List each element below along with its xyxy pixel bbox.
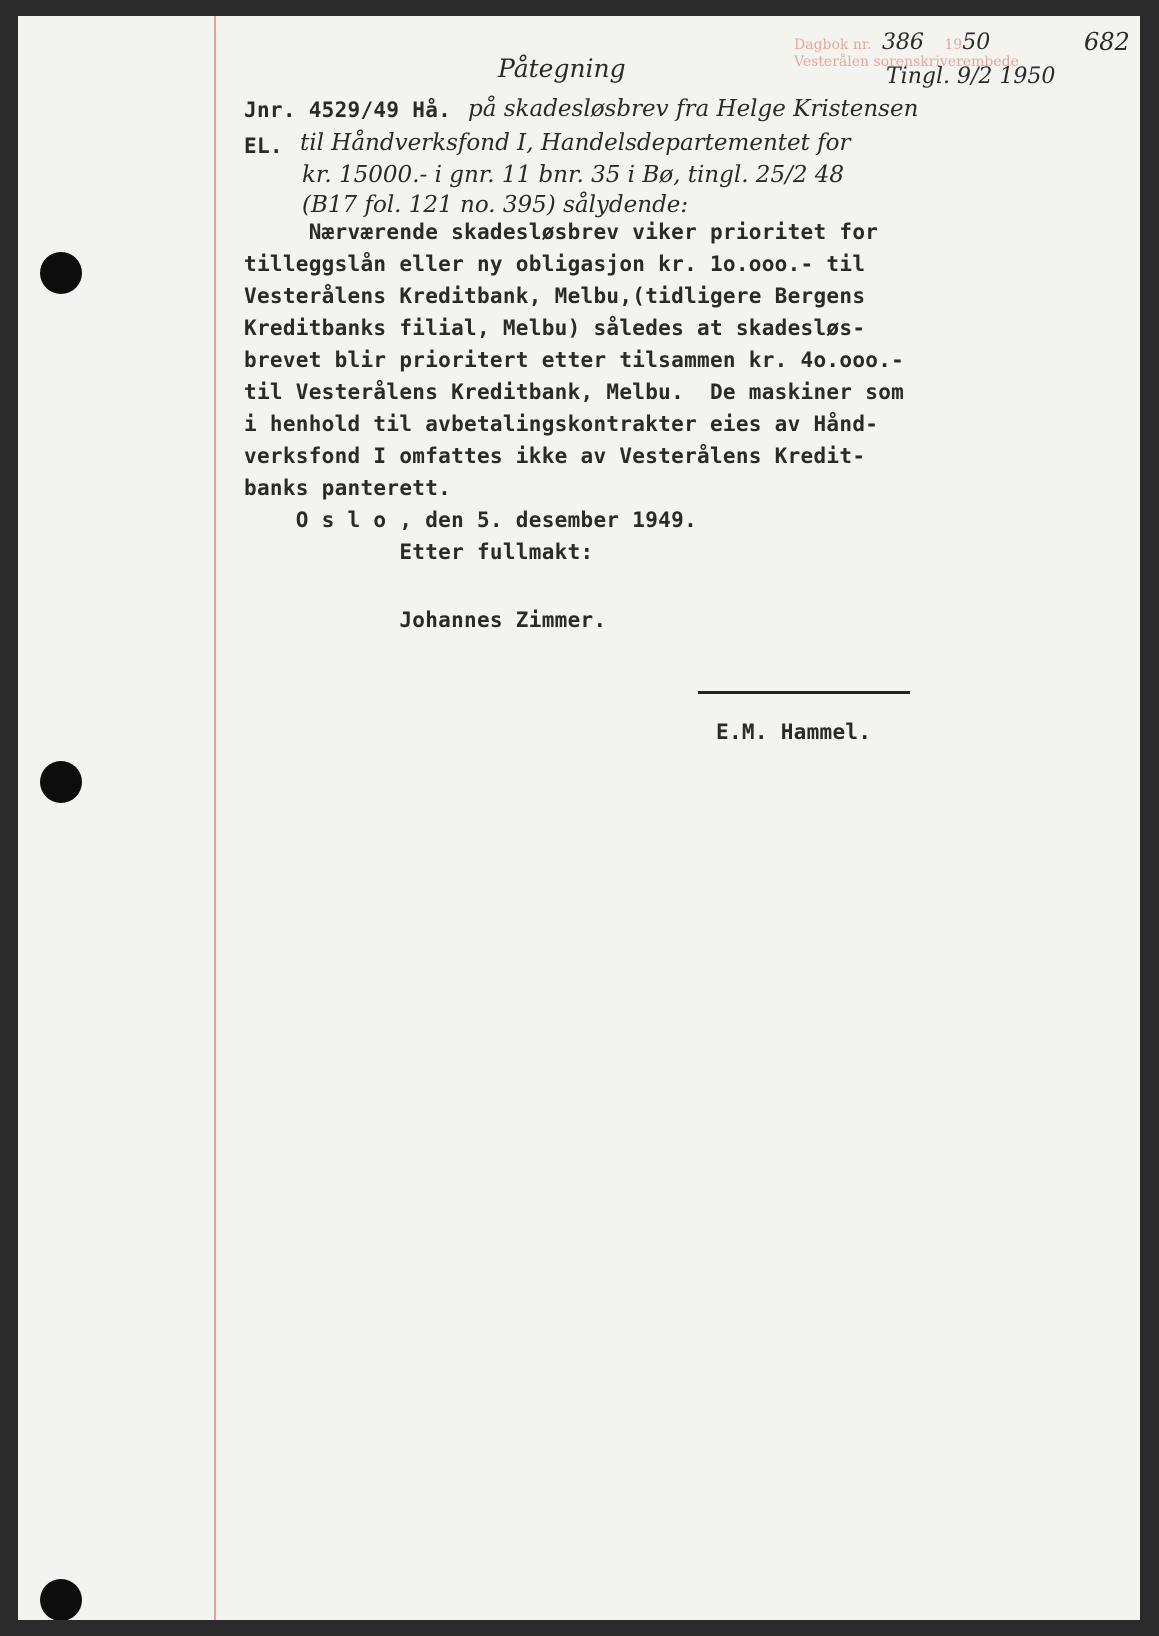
annotation-line-2: til Håndverksfond I, Handelsdepartementet for (300, 130, 851, 156)
journal-reference: Jnr. 4529/49 Hå. (244, 98, 452, 122)
registry-stamp-line2: Vesterålen sorenskriverembede (794, 54, 1019, 70)
initials-reference: EL. (244, 134, 283, 158)
stamp-prefix: Dagbok nr. (794, 37, 872, 53)
punch-hole-bottom (40, 1579, 82, 1620)
journal-number: 386 (881, 30, 924, 55)
signature-line (698, 691, 910, 694)
body-line: Vesterålens Kreditbank, Melbu,(tidligere Bergens (244, 284, 866, 308)
signatory-hammel: E.M. Hammel. (716, 720, 872, 744)
stamp-year-suffix: 50 (962, 30, 991, 55)
folio-number: 682 (1084, 28, 1130, 56)
body-line: Kreditbanks filial, Melbu) således at skadesløs- (244, 316, 866, 340)
registry-stamp-line1 (794, 30, 990, 55)
annotation-line-1: på skadesløsbrev fra Helge Kristensen (468, 96, 919, 122)
margin-rule (214, 16, 216, 1620)
document-page (18, 16, 1140, 1620)
body-line: Nærværende skadesløsbrev viker prioritet for (244, 220, 879, 244)
authority-line: Etter fullmakt: (244, 540, 594, 564)
punch-hole-middle (40, 761, 82, 803)
annotation-title: Påtegning (498, 54, 626, 83)
body-line: banks panterett. (244, 476, 452, 500)
body-line: tilleggslån eller ny obligasjon kr. 1o.ooo.- til (244, 252, 866, 276)
place-and-date: O s l o , den 5. desember 1949. (244, 508, 698, 532)
signatory-zimmer: Johannes Zimmer. (244, 608, 607, 632)
stamp-year-prefix: 19 (944, 37, 963, 53)
body-line: brevet blir prioritert etter tilsammen kr. 4o.ooo.- (244, 348, 905, 372)
annotation-line-4: (B17 fol. 121 no. 395) sålydende: (302, 192, 689, 218)
annotation-line-3: kr. 15000.- i gnr. 11 bnr. 35 i Bø, tingl. 25/2 48 (302, 162, 845, 188)
body-line: til Vesterålens Kreditbank, Melbu. De maskiner som (244, 380, 905, 404)
punch-hole-top (40, 252, 82, 294)
body-line: i henhold til avbetalingskontrakter eies av Hånd- (244, 412, 879, 436)
body-line: verksfond I omfattes ikke av Vesterålens Kredit- (244, 444, 866, 468)
annotation-date: Tingl. 9/2 1950 (886, 64, 1056, 89)
